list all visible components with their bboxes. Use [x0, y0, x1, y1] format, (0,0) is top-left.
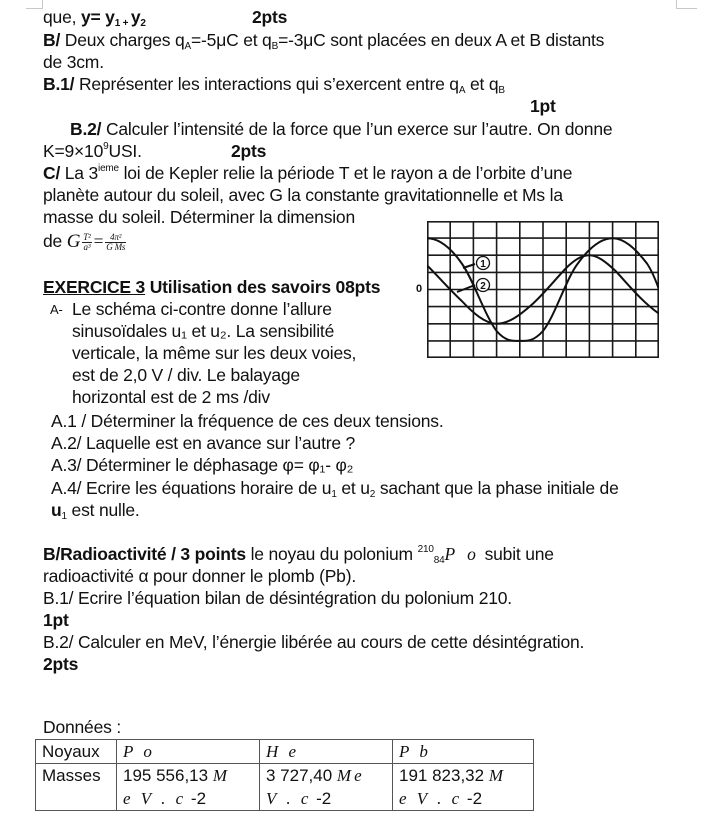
partA-marker: A-: [50, 302, 63, 317]
question-B2-radio: B.2/ Calculer en MeV, l’énergie libérée au cours de cette désintégration.: [43, 632, 585, 652]
zero-axis-label: 0: [416, 283, 423, 295]
partA-line: horizontal est de 2 ms /div: [72, 387, 270, 407]
question-A4: A.4/ Ecrire les équations horaire de $u_1$ et $u_2$ sachant que la phase initiale de: [51, 478, 619, 500]
points-label: 1pt: [530, 96, 556, 116]
radioactivity-intro: B/Radioactivité / 3 points le noyau du polonium $^{210}_{84}$P o subit une: [43, 544, 554, 566]
question-B-intro-cont: de 3cm.: [43, 52, 104, 72]
text: que,: [43, 7, 81, 27]
line-superposition: [43, 6, 146, 28]
label-pointers: [457, 264, 475, 292]
question-A4-cont: $u_1$ est nulle.: [51, 500, 140, 522]
svg-text:1: 1: [480, 259, 486, 270]
table-cell: P o: [117, 740, 260, 764]
question-C-cont: planète autour du soleil, avec G la constante gravitationnelle et Ms la: [43, 185, 563, 205]
question-B-intro: B/ Deux charges $q_A=-5\mu C$ et $q_B=-3\mu C$ sont placées en deux A et B distants: [43, 30, 605, 52]
kepler-formula: de G $\frac{\text{T²}}{\text{a³}}$ = $\frac{\text{4π²}}{\text{G Ms}}$: [43, 231, 126, 252]
question-C: C/ La 3ieme loi de Kepler relie la période T et le rayon a de l’orbite d’une: [43, 163, 573, 183]
page-corner-mark-left: [26, 0, 43, 9]
table-cell: Noyaux: [36, 740, 117, 764]
table-row-header: [36, 740, 534, 764]
svg-text:2: 2: [480, 281, 486, 292]
text: $y= y_{1 +}$ $y_2$: [80, 7, 146, 29]
oscillogram-figure: [427, 221, 659, 358]
table-cell: 195 556,13 M e V . c -2: [117, 764, 260, 811]
points-label: 2pts: [43, 654, 79, 674]
partA-line: est de 2,0 V / div. Le balayage: [72, 365, 300, 385]
data-table: [35, 739, 534, 811]
fraction-4pi2-GMs: $\frac{\text{4π²}}{\text{G Ms}}$: [106, 231, 126, 252]
question-A1: A.1 / Déterminer la fréquence de ces deux tensions.: [51, 411, 444, 431]
curve-label-2: [477, 279, 490, 293]
partA-line: sinusoïdales u₁ et u₂. La sensibilité: [72, 321, 335, 341]
question-A3: A.3/ Déterminer le déphasage φ= φ₁- φ₂: [51, 455, 354, 475]
partA-line: Le schéma ci-contre donne l’allure: [72, 299, 332, 319]
data-caption: Données :: [43, 717, 121, 737]
fraction-T2-a3: $\frac{\text{T²}}{\text{a³}}$: [83, 231, 91, 252]
constant-K: $K=9\times 10^9USI$.: [43, 141, 142, 161]
question-B1-radio: B.1/ Ecrire l’équation bilan de désintégration du polonium 210.: [43, 588, 512, 608]
exercise3-title: EXERCICE 3 Utilisation des savoirs 08pts: [43, 277, 381, 297]
question-A2: A.2/ Laquelle est en avance sur l’autre ?: [51, 433, 356, 453]
table-cell: P b: [393, 740, 534, 764]
partA-line: verticale, la même sur les deux voies,: [72, 343, 357, 363]
points-label: 2pts: [231, 141, 267, 161]
table-cell: 191 823,32 M e V . c -2: [393, 764, 534, 811]
table-cell: H e: [260, 740, 393, 764]
points-label: 2pts: [252, 7, 288, 27]
oscillogram-svg: [427, 221, 659, 358]
page-corner-mark-right: [676, 0, 697, 9]
table-row-masses: [36, 764, 534, 811]
table-cell: Masses: [36, 764, 117, 811]
question-C-cont: masse du soleil. Déterminer la dimension: [43, 207, 355, 227]
curve-label-1: [477, 257, 490, 271]
points-label: 1pt: [43, 610, 69, 630]
question-B2: B.2/ Calculer l’intensité de la force que l’un exerce sur l’autre. On donne: [70, 119, 613, 139]
radioactivity-intro-cont: radioactivité α pour donner le plomb (Pb).: [43, 566, 356, 586]
question-B1: B.1/ Représenter les interactions qui s’exercent entre $q_A$ et $q_B$: [43, 74, 505, 96]
table-cell: 3 727,40 Me V . c -2: [260, 764, 393, 811]
